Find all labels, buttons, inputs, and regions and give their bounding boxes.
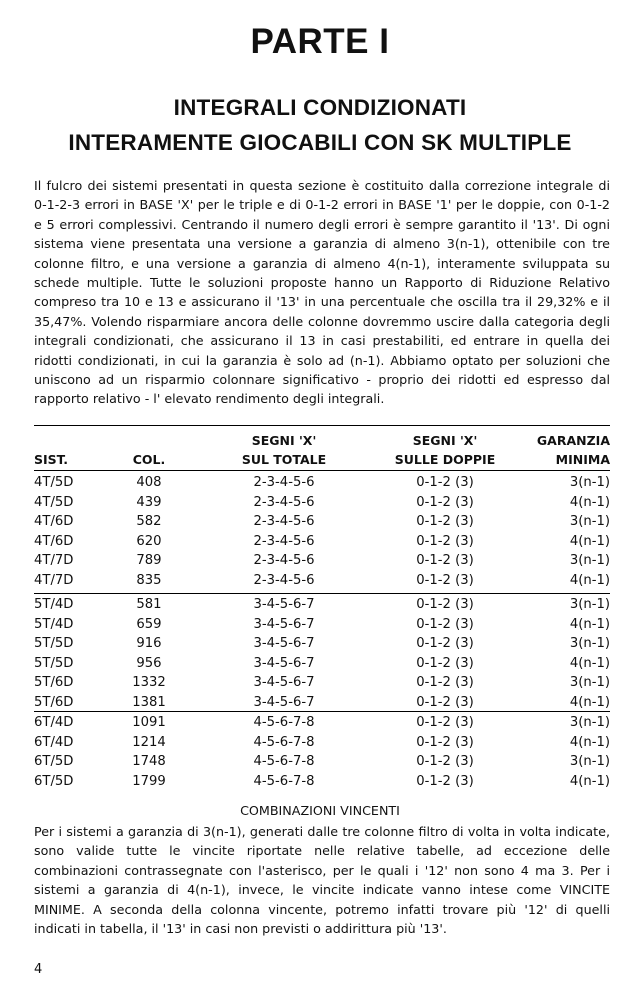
cell-col: 582 — [136, 514, 162, 529]
page-title: PARTE I — [250, 22, 390, 61]
table-row — [0, 654, 640, 674]
table-group-6t — [0, 713, 640, 791]
cell-garanzia: 3(n-1) — [569, 514, 610, 529]
cell-totale: 2-3-4-5-6 — [253, 494, 315, 510]
cell-garanzia: 4(n-1) — [569, 734, 610, 750]
cell-col: 916 — [136, 636, 162, 651]
cell-sist: 4T/5D — [34, 494, 74, 510]
cell-sist: 4T/6D — [34, 533, 74, 549]
cell-sist: 5T/6D — [34, 675, 74, 690]
section-subtitle-line2: INTERAMENTE GIOCABILI CON SK MULTIPLE — [68, 130, 572, 155]
cell-doppie: 0-1-2 (3) — [416, 597, 474, 612]
table-row — [0, 493, 640, 513]
table-group-rule-2 — [34, 711, 610, 712]
cell-garanzia: 4(n-1) — [569, 694, 610, 710]
cell-col: 1091 — [132, 715, 166, 730]
cell-col: 956 — [136, 655, 162, 671]
header-totale-line1: SEGNI 'X' — [251, 433, 317, 448]
cell-totale: 4-5-6-7-8 — [253, 715, 315, 730]
cell-garanzia: 3(n-1) — [569, 754, 610, 769]
cell-garanzia: 3(n-1) — [569, 553, 610, 568]
cell-col: 1748 — [132, 754, 166, 769]
cell-doppie: 0-1-2 (3) — [416, 655, 474, 671]
cell-totale: 3-4-5-6-7 — [253, 636, 315, 651]
table-row — [0, 752, 640, 772]
cell-doppie: 0-1-2 (3) — [416, 754, 474, 769]
cell-totale: 4-5-6-7-8 — [253, 734, 315, 750]
cell-garanzia: 4(n-1) — [569, 494, 610, 510]
cell-totale: 3-4-5-6-7 — [253, 616, 315, 632]
cell-sist: 5T/4D — [34, 616, 74, 632]
cell-sist: 6T/5D — [34, 773, 74, 789]
section-subtitle-line1: INTEGRALI CONDIZIONATI — [173, 95, 467, 120]
cell-garanzia: 4(n-1) — [569, 572, 610, 588]
cell-garanzia: 3(n-1) — [569, 636, 610, 651]
cell-col: 835 — [136, 572, 162, 588]
cell-doppie: 0-1-2 (3) — [416, 715, 474, 730]
cell-doppie: 0-1-2 (3) — [416, 616, 474, 632]
section-heading: COMBINAZIONI VINCENTI — [240, 803, 400, 818]
cell-sist: 4T/6D — [34, 514, 74, 529]
cell-totale: 4-5-6-7-8 — [253, 754, 315, 769]
cell-doppie: 0-1-2 (3) — [416, 475, 474, 490]
cell-doppie: 0-1-2 (3) — [416, 734, 474, 750]
cell-sist: 4T/7D — [34, 572, 74, 588]
cell-doppie: 0-1-2 (3) — [416, 773, 474, 789]
cell-garanzia: 3(n-1) — [569, 715, 610, 730]
cell-garanzia: 3(n-1) — [569, 675, 610, 690]
cell-totale: 4-5-6-7-8 — [253, 773, 315, 789]
header-totale-line2: SUL TOTALE — [241, 452, 327, 467]
header-garanzia-line1: GARANZIA — [536, 433, 610, 448]
table-row — [0, 772, 640, 792]
cell-totale: 2-3-4-5-6 — [253, 572, 315, 588]
cell-sist: 5T/4D — [34, 597, 74, 612]
cell-col: 581 — [136, 597, 162, 612]
cell-totale: 3-4-5-6-7 — [253, 655, 315, 671]
cell-col: 1799 — [132, 773, 166, 789]
table-row — [0, 473, 640, 493]
cell-doppie: 0-1-2 (3) — [416, 694, 474, 710]
table-row — [0, 733, 640, 753]
table-row — [0, 512, 640, 532]
cell-col: 1332 — [132, 675, 166, 690]
table-row — [0, 595, 640, 615]
cell-doppie: 0-1-2 (3) — [416, 553, 474, 568]
cell-col: 620 — [136, 533, 162, 549]
intro-paragraph: Il fulcro dei sistemi presentati in questa sezione è costituito dalla correzione integrale di 0-1-2-3 errori in BASE 'X' per le triple e di 0-1-2 errori in BASE '1' per le doppie, con 0-1-2 e 5 errori complessivi. Centrando il numero degli errori è sempre garantito il '13'. Di ogni sistema viene presentata una versione a garanzia di almeno 3(n-1), ottenibile con tre colonne filtro, e una versione a garanzia di almeno 4(n-1), interamente sviluppata su schede multiple. Tutte le soluzioni proposte hanno un Rapporto di Riduzione Relativo compreso tra 10 e 13 e assicurano il '13' in una percentuale che oscilla tra il 29,32% e il 35,47%. Volendo risparmiare ancora delle colonne dovremmo uscire dalla categoria degli integrali condizionati, che assicurano il 13 in casi prestabiliti, ed entrare in quella dei ridotti condizionati, in cui la garanzia è solo ad (n-1). Abbiamo optato per soluzioni che uniscono ad un risparmio colonnare significativo - proprio dei ridotti ed espresso dal rapporto relativo - l' elevato rendimento degli integrali. — [34, 178, 610, 407]
cell-garanzia: 4(n-1) — [569, 655, 610, 671]
header-sist: SIST. — [34, 452, 69, 467]
header-col: COL. — [132, 452, 166, 467]
cell-doppie: 0-1-2 (3) — [416, 514, 474, 529]
cell-garanzia: 3(n-1) — [569, 475, 610, 490]
cell-col: 789 — [136, 553, 162, 568]
cell-col: 1381 — [132, 694, 166, 710]
table-group-4t — [0, 473, 640, 590]
cell-doppie: 0-1-2 (3) — [416, 636, 474, 651]
header-doppie-line2: SULLE DOPPIE — [394, 452, 496, 467]
header-doppie-line1: SEGNI 'X' — [412, 433, 478, 448]
table-row — [0, 693, 640, 713]
header-garanzia-line2: MINIMA — [555, 452, 610, 467]
cell-garanzia: 4(n-1) — [569, 773, 610, 789]
table-row — [0, 615, 640, 635]
cell-garanzia: 3(n-1) — [569, 597, 610, 612]
cell-doppie: 0-1-2 (3) — [416, 494, 474, 510]
page-number: 4 — [34, 962, 43, 977]
cell-totale: 3-4-5-6-7 — [253, 597, 315, 612]
cell-doppie: 0-1-2 (3) — [416, 533, 474, 549]
cell-sist: 6T/4D — [34, 734, 74, 750]
table-row — [0, 571, 640, 591]
cell-totale: 3-4-5-6-7 — [253, 694, 315, 710]
cell-col: 408 — [136, 475, 162, 490]
cell-totale: 2-3-4-5-6 — [253, 475, 315, 490]
table-group-rule-1 — [34, 593, 610, 594]
cell-totale: 2-3-4-5-6 — [253, 533, 315, 549]
outro-paragraph: Per i sistemi a garanzia di 3(n-1), generati dalle tre colonne filtro di volta in volta indicate, sono valide tutte le vincite riportate nelle relative tabelle, ad eccezione delle combinazioni contrassegnate con l'asterisco, per le quali i '12' non sono 4 ma 3. Per i sistemi a garanzia di 4(n-1), invece, le vincite indicate vanno intese come VINCITE MINIME. A seconda della colonna vincente, potremo infatti trovare più '12' di quelli indicati in tabella, il '13' in casi non previsti o addirittura più '13'. — [34, 824, 610, 937]
cell-doppie: 0-1-2 (3) — [416, 572, 474, 588]
cell-sist: 4T/5D — [34, 475, 74, 490]
cell-totale: 2-3-4-5-6 — [253, 553, 315, 568]
table-row — [0, 713, 640, 733]
cell-sist: 5T/5D — [34, 655, 74, 671]
table-group-5t — [0, 595, 640, 712]
table-row — [0, 673, 640, 693]
cell-garanzia: 4(n-1) — [569, 533, 610, 549]
cell-garanzia: 4(n-1) — [569, 616, 610, 632]
cell-col: 1214 — [132, 734, 166, 750]
table-row — [0, 551, 640, 571]
table-header-rule — [34, 470, 610, 471]
table-top-rule — [34, 425, 610, 426]
cell-sist: 6T/4D — [34, 715, 74, 730]
cell-totale: 3-4-5-6-7 — [253, 675, 315, 690]
cell-sist: 6T/5D — [34, 754, 74, 769]
cell-col: 659 — [136, 616, 162, 632]
cell-sist: 5T/5D — [34, 636, 74, 651]
cell-col: 439 — [136, 494, 162, 510]
cell-doppie: 0-1-2 (3) — [416, 675, 474, 690]
cell-sist: 5T/6D — [34, 694, 74, 710]
table-row — [0, 532, 640, 552]
table-row — [0, 634, 640, 654]
cell-totale: 2-3-4-5-6 — [253, 514, 315, 529]
cell-sist: 4T/7D — [34, 553, 74, 568]
